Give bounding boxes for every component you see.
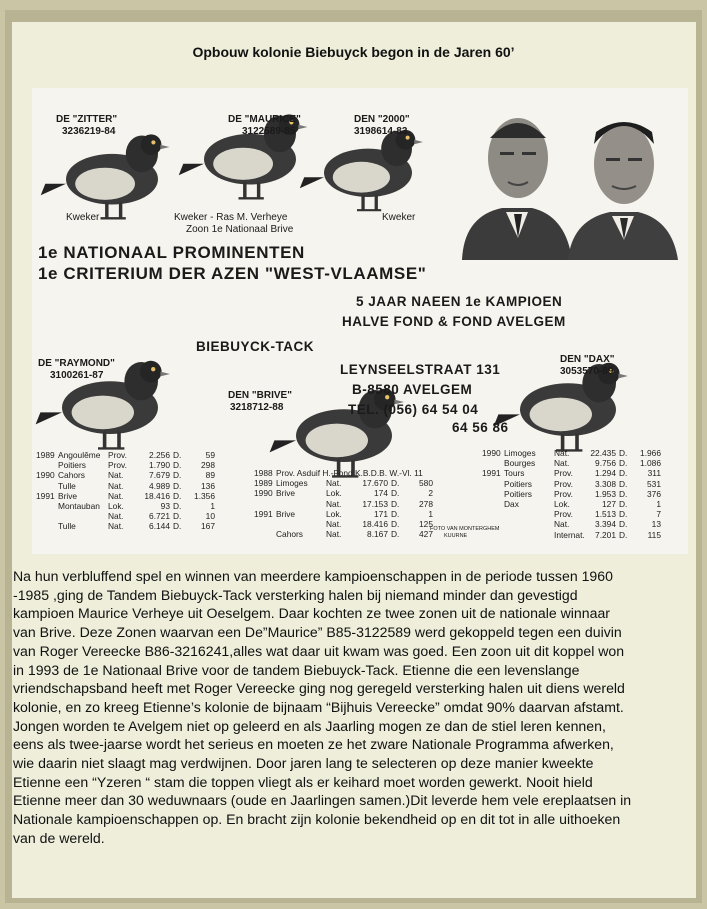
results-cell: Nat. (108, 480, 124, 491)
results-cell: Dax (504, 499, 519, 510)
address-line: B-8580 AVELGEM (352, 382, 473, 397)
results-cell: Nat. (326, 519, 342, 530)
results-cell (482, 458, 504, 468)
results-cell: 1988 (254, 468, 273, 478)
results-cell (482, 499, 504, 509)
results-cell: 1.086 (640, 458, 661, 469)
results-cell: D. (173, 460, 182, 471)
results-row (36, 511, 215, 521)
results-cell: D. (173, 480, 182, 491)
results-cell: D. (619, 499, 628, 510)
bird-caption: Kweker (66, 212, 100, 223)
bird-name: DEN "BRIVE" (228, 390, 292, 401)
article-line: Na hun verbluffend spel en winnen van meerdere kampioenschappen in de periode tussen 1960 (13, 568, 613, 584)
results-cell: 7.201 (595, 529, 616, 540)
results-cell: Brive (276, 508, 296, 519)
results-cell: D. (391, 498, 400, 509)
results-cell: D. (173, 501, 182, 512)
results-cell: D. (619, 458, 628, 469)
results-cell: D. (619, 468, 628, 479)
results-row (36, 481, 215, 491)
results-cell: 2 (428, 488, 433, 499)
results-cell: D. (391, 508, 400, 519)
photo-credit: FOTO VAN MONTERGHEM (430, 526, 500, 532)
results-cell (482, 479, 504, 489)
poster-image (32, 88, 688, 554)
results-cell (276, 519, 326, 529)
results-cell: 376 (647, 488, 661, 499)
results-cell (482, 519, 504, 529)
results-cell: Brive (58, 490, 78, 501)
results-row (482, 509, 661, 519)
headline: 1e NATIONAAL PROMINENTEN (38, 243, 305, 262)
results-cell: 1990 (254, 488, 273, 499)
results-cell: 580 (419, 478, 433, 489)
results-cell: 127 (602, 499, 616, 510)
results-cell: 59 (205, 450, 215, 460)
results-cell (482, 530, 504, 540)
results-row (36, 460, 215, 470)
article-line: Etienne meer dan 30 weduwnaars (oude en Jaarlingen samen.)Dit leverde hem vele ereplaatsen in (13, 792, 632, 809)
results-cell (504, 519, 554, 529)
results-cell (482, 489, 504, 499)
results-cell: 125 (419, 519, 433, 530)
article-line: -1985 ,ging de Tandem Biebuyck-Tack versterking halen bij niemand minder dan gevestigd (13, 586, 578, 603)
results-cell: D. (619, 519, 628, 530)
results-cell: D. (173, 490, 182, 501)
results-cell: 531 (647, 478, 661, 489)
article-line: Etienne een “Yzeren “ stam die toppen vliegt als er keihard moet worden gewerkt. Nooit hield (13, 773, 593, 790)
bird-caption: Kweker (382, 212, 416, 223)
phone-line: 64 56 86 (452, 420, 509, 435)
results-cell: D. (619, 509, 628, 520)
results-cell: 93 (160, 501, 170, 512)
results-row (36, 501, 215, 511)
results-cell (254, 499, 276, 509)
results-cell (254, 529, 276, 539)
results-cell: D. (391, 519, 400, 530)
article-line: kampioen Maurice Verheye uit Oeselgem. Daar kochten ze twee zonen uit de nationale winnaar (13, 605, 610, 622)
loft-name: BIEBUYCK-TACK (196, 339, 314, 354)
results-cell: 1 (210, 501, 215, 512)
results-row (254, 488, 433, 498)
results-row (254, 468, 433, 478)
results-cell: Prov. (554, 478, 573, 489)
results-cell: 1991 (254, 508, 273, 519)
results-cell: 1.953 (595, 488, 616, 499)
results-cell: Nat. (108, 470, 124, 481)
results-cell: Prov. (108, 450, 127, 460)
results-cell: 4.989 (149, 480, 170, 491)
results-cell (504, 509, 554, 519)
results-cell: Lok. (554, 499, 570, 510)
results-table-dax (482, 448, 661, 540)
results-cell: 18.416 (362, 519, 388, 530)
results-cell: Nat. (554, 519, 570, 530)
portrait-left-photo (462, 118, 572, 260)
results-cell: Prov. (554, 488, 573, 499)
results-cell: 278 (419, 498, 433, 509)
results-row (36, 521, 215, 531)
results-cell: 1.966 (640, 448, 661, 458)
results-cell (36, 521, 58, 531)
results-table-brive (254, 468, 433, 539)
results-cell: Lok. (326, 488, 342, 499)
results-cell: 174 (374, 488, 388, 499)
results-cell: 1989 (254, 478, 273, 489)
bird-caption: Kweker - Ras M. Verheye (174, 212, 288, 223)
bird-name: DE "MAURICE" (228, 114, 301, 125)
results-cell: Internat. (554, 529, 585, 540)
article-body (13, 567, 697, 848)
results-cell: 8.167 (367, 529, 388, 540)
results-cell: Limoges (276, 478, 308, 489)
results-cell: Poitiers (504, 488, 532, 499)
bird-ring: 3122589-85 (242, 126, 296, 137)
article-line: eens als twee-jaarse wordt het serieus en moeten ze het zware Nationale Programma afwerken, (13, 736, 614, 753)
results-cell: 13 (651, 519, 661, 530)
results-cell: D. (173, 470, 182, 481)
article-line: Jongen worden te Avelgem niet op geleerd en als Jaarling mogen ze dan de stiel leren kennen, (13, 717, 606, 734)
results-cell: D. (619, 478, 628, 489)
results-cell: Nat. (326, 529, 342, 540)
subheadline: HALVE FOND & FOND AVELGEM (342, 314, 566, 329)
results-cell: Cahors (58, 470, 85, 481)
results-row (254, 529, 433, 539)
bird-ring: 3053570-89 (560, 366, 614, 377)
results-cell: 115 (647, 529, 661, 540)
results-row (482, 530, 661, 540)
results-cell: Brive (276, 488, 296, 499)
results-cell: 6.144 (149, 521, 170, 532)
bird-name: DEN "2000" (354, 114, 410, 125)
pigeon-zitter-photo (41, 134, 170, 218)
results-cell: 22.435 (590, 448, 616, 458)
address-line: LEYNSEELSTRAAT 131 (340, 362, 501, 377)
results-row (482, 448, 661, 458)
results-cell: 1989 (36, 450, 55, 460)
results-cell: 1 (656, 499, 661, 510)
results-cell: 89 (205, 470, 215, 481)
results-cell (254, 519, 276, 529)
results-cell: 427 (419, 529, 433, 540)
article-line: vriendschapsband heeft met Roger Vereecke ging nog geregeld versterking halen uit diens wereld (13, 680, 625, 697)
bird-caption-2: Zoon 1e Nationaal Brive (186, 224, 294, 235)
results-table-raymond (36, 450, 215, 532)
subheadline: 5 JAAR NAEEN 1e KAMPIOEN (356, 294, 563, 309)
bird-ring: 3198614-83 (354, 126, 408, 137)
results-cell: 1991 (482, 468, 501, 479)
photo-credit: KUURNE (444, 533, 468, 539)
results-cell: D. (619, 448, 628, 458)
results-cell: D. (391, 478, 400, 489)
results-cell: Angoulême (58, 450, 101, 460)
results-cell: 7.679 (149, 470, 170, 481)
results-cell: 1.513 (595, 509, 616, 520)
results-row (36, 491, 215, 501)
results-cell: Prov. (554, 468, 573, 479)
results-cell: 1.790 (149, 460, 170, 471)
bird-ring: 3236219-84 (62, 126, 116, 137)
bird-ring: 3100261-87 (50, 370, 104, 381)
results-cell: 1990 (482, 448, 501, 458)
results-cell: 9.756 (595, 458, 616, 469)
results-cell: Nat. (554, 448, 570, 458)
results-cell (36, 460, 58, 470)
article-line: kolonie, en zo kreeg Etienne’s kolonie de bijnaam “Bijhuis Vereecke” omdat 90% daarvan afstamt. (13, 698, 624, 715)
results-cell: D. (173, 511, 182, 522)
results-cell: Cahors (276, 529, 303, 540)
results-cell: 3.308 (595, 478, 616, 489)
results-cell: Lok. (108, 501, 124, 512)
results-cell: 171 (374, 508, 388, 519)
results-cell: 1990 (36, 470, 55, 481)
bird-name: DEN "DAX" (560, 354, 615, 365)
results-cell: 17.153 (362, 498, 388, 509)
results-cell: Poitiers (504, 478, 532, 489)
results-cell: Nat. (108, 521, 124, 532)
article-line: Nationale kampioenschappen op. En bracht zijn kolonie bekendheid op en dit tot in alle uithoeken (13, 811, 621, 828)
headline: 1e CRITERIUM DER AZEN "WEST-VLAAMSE" (38, 264, 427, 283)
results-cell (504, 530, 554, 540)
results-cell: Nat. (554, 458, 570, 469)
results-cell: Limoges (504, 448, 536, 458)
results-cell: 6.721 (149, 511, 170, 522)
results-cell: 1.356 (194, 490, 215, 501)
results-row (482, 499, 661, 509)
results-cell: 1 (428, 508, 433, 519)
results-row (482, 458, 661, 468)
results-cell: Montauban (58, 501, 100, 512)
results-cell: 2.256 (149, 450, 170, 460)
bird-name: DE "ZITTER" (56, 114, 118, 125)
results-row (254, 478, 433, 488)
results-row (482, 489, 661, 499)
results-cell: 136 (201, 480, 215, 491)
results-row (482, 479, 661, 489)
results-cell: 18.416 (144, 490, 170, 501)
results-cell: 7 (656, 509, 661, 520)
results-cell (36, 511, 58, 521)
results-cell: 10 (205, 511, 215, 522)
results-cell: Nat. (108, 511, 124, 522)
results-cell: 298 (201, 460, 215, 471)
article-line: wie daarin niet slaagt mag verdwijnen. Door jaren lang te selecteren op deze manier kweekte (13, 755, 594, 772)
pigeon-2000-photo (300, 130, 423, 210)
results-cell (36, 481, 58, 491)
results-cell: D. (173, 521, 182, 532)
results-row (36, 470, 215, 480)
results-row (482, 468, 661, 478)
results-cell: 3.394 (595, 519, 616, 530)
bird-ring: 3218712-88 (230, 402, 284, 413)
results-cell: Prov. Asduif H.-Fond K.B.D.B. W.-Vl. 11 (276, 468, 423, 478)
results-row (254, 509, 433, 519)
results-cell: D. (619, 488, 628, 499)
phone-line: TEL. (056) 64 54 04 (348, 402, 479, 417)
results-cell: Tours (504, 468, 525, 479)
article-line: van de wereld. (13, 829, 105, 846)
results-cell: D. (391, 529, 400, 540)
results-row (36, 450, 215, 460)
results-cell: D. (173, 450, 182, 460)
page-title: Opbouw kolonie Biebuyck begon in de Jaren 60’ (192, 44, 515, 60)
results-cell (36, 501, 58, 511)
results-cell: Poitiers (58, 460, 86, 471)
results-cell: 1991 (36, 490, 55, 501)
results-row (254, 499, 433, 509)
results-cell: D. (391, 488, 400, 499)
results-cell: Nat. (326, 498, 342, 509)
article-line: in 1993 de 1e Nationaal Brive voor de tandem Biebuyck-Tack. Etienne die een levenslange (13, 661, 580, 678)
results-cell: 1.294 (595, 468, 616, 479)
article-line: van Brive. Deze Zonen waarvan een De”Maurice” B85-3122589 werd gekoppeld tegen een duivin (13, 624, 622, 641)
results-cell: Lok. (326, 508, 342, 519)
results-row (254, 519, 433, 529)
results-cell: 167 (201, 521, 215, 532)
bird-name: DE "RAYMOND" (38, 358, 115, 369)
results-row (482, 519, 661, 529)
results-cell: 17.670 (362, 478, 388, 489)
results-cell: Tulle (58, 521, 76, 532)
results-cell: Tulle (58, 480, 76, 491)
portrait-right-photo (568, 122, 678, 260)
results-cell (276, 499, 326, 509)
results-cell: D. (619, 529, 628, 540)
results-cell: Prov. (554, 509, 573, 520)
results-cell: Nat. (108, 490, 124, 501)
results-cell: Bourges (504, 458, 536, 469)
results-cell (482, 509, 504, 519)
results-cell: 311 (647, 468, 661, 479)
results-cell: Nat. (326, 478, 342, 489)
results-cell: Prov. (108, 460, 127, 471)
results-cell (58, 511, 108, 521)
article-line: van Roger Vereecke B86-3216241,alles wat daar uit kwam was goed. Een zoon uit dit koppel won (13, 642, 625, 659)
